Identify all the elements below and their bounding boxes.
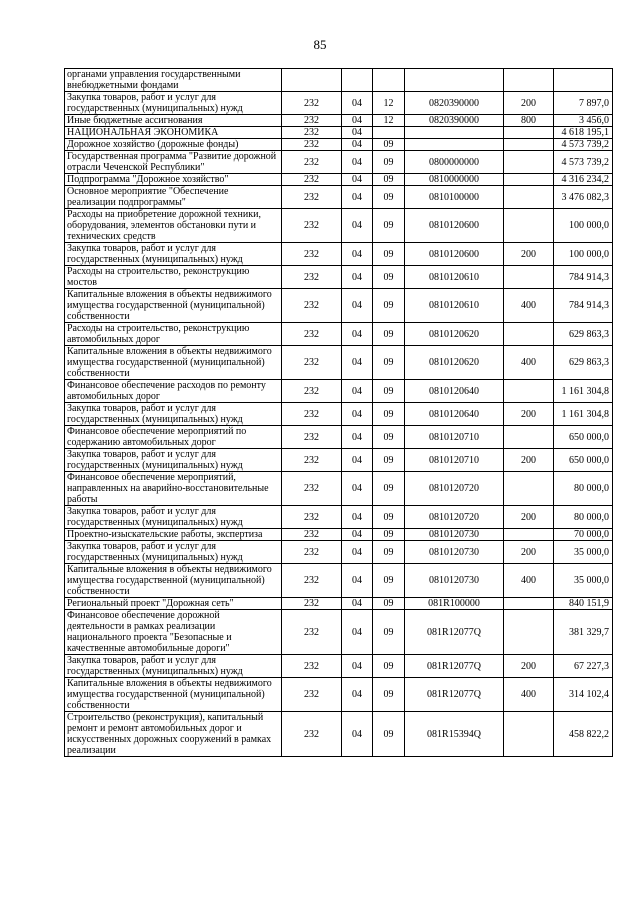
table-row bbox=[65, 127, 613, 139]
table-row bbox=[65, 139, 613, 151]
table-row bbox=[65, 209, 613, 243]
cell-code: 232 bbox=[282, 186, 342, 209]
budget-table bbox=[64, 68, 613, 757]
cell-section: 04 bbox=[342, 266, 373, 289]
cell-name: Капитальные вложения в объекты недвижимого имущества государственной (муниципальной) собственности bbox=[65, 564, 282, 598]
cell-expense-type: 400 bbox=[504, 346, 554, 380]
cell-subsection: 09 bbox=[373, 655, 405, 678]
cell-code: 232 bbox=[282, 127, 342, 139]
cell-subsection: 09 bbox=[373, 403, 405, 426]
cell-amount: 4 573 739,2 bbox=[554, 139, 613, 151]
cell-section: 04 bbox=[342, 655, 373, 678]
cell-expense-type bbox=[504, 127, 554, 139]
cell-section: 04 bbox=[342, 449, 373, 472]
cell-section: 04 bbox=[342, 472, 373, 506]
cell-article: 0810120730 bbox=[405, 541, 504, 564]
cell-section bbox=[342, 69, 373, 92]
cell-code: 232 bbox=[282, 139, 342, 151]
cell-expense-type bbox=[504, 151, 554, 174]
cell-amount: 784 914,3 bbox=[554, 289, 613, 323]
cell-name: Финансовое обеспечение мероприятий по содержанию автомобильных дорог bbox=[65, 426, 282, 449]
table-row bbox=[65, 655, 613, 678]
cell-amount: 1 161 304,8 bbox=[554, 380, 613, 403]
cell-article: 0810120730 bbox=[405, 564, 504, 598]
cell-expense-type bbox=[504, 472, 554, 506]
cell-article: 0810120600 bbox=[405, 243, 504, 266]
cell-article: 0810120640 bbox=[405, 403, 504, 426]
cell-name: Иные бюджетные ассигнования bbox=[65, 115, 282, 127]
cell-article: 0810120620 bbox=[405, 323, 504, 346]
cell-code: 232 bbox=[282, 92, 342, 115]
cell-code: 232 bbox=[282, 449, 342, 472]
cell-article: 0810120620 bbox=[405, 346, 504, 380]
table-row bbox=[65, 541, 613, 564]
cell-expense-type bbox=[504, 139, 554, 151]
cell-name: Расходы на строительство, реконструкцию мостов bbox=[65, 266, 282, 289]
cell-subsection: 09 bbox=[373, 151, 405, 174]
cell-name: Закупка товаров, работ и услуг для государственных (муниципальных) нужд bbox=[65, 243, 282, 266]
cell-expense-type bbox=[504, 380, 554, 403]
cell-code: 232 bbox=[282, 712, 342, 757]
cell-article: 081R12077Q bbox=[405, 655, 504, 678]
cell-section: 04 bbox=[342, 380, 373, 403]
table-row bbox=[65, 380, 613, 403]
cell-amount: 381 329,7 bbox=[554, 610, 613, 655]
cell-article: 0820390000 bbox=[405, 92, 504, 115]
cell-name: Капитальные вложения в объекты недвижимого имущества государственной (муниципальной) собственности bbox=[65, 346, 282, 380]
cell-code: 232 bbox=[282, 380, 342, 403]
cell-name: Закупка товаров, работ и услуг для государственных (муниципальных) нужд bbox=[65, 449, 282, 472]
cell-section: 04 bbox=[342, 678, 373, 712]
cell-code: 232 bbox=[282, 655, 342, 678]
cell-article: 081R15394Q bbox=[405, 712, 504, 757]
table-row bbox=[65, 426, 613, 449]
cell-article: 0810120610 bbox=[405, 289, 504, 323]
cell-name: Строительство (реконструкция), капитальный ремонт и ремонт автомобильных дорог и искусственных дорожных сооружений в рамках реализации bbox=[65, 712, 282, 757]
table-row bbox=[65, 610, 613, 655]
cell-code: 232 bbox=[282, 151, 342, 174]
cell-amount: 80 000,0 bbox=[554, 506, 613, 529]
cell-subsection: 09 bbox=[373, 380, 405, 403]
cell-code: 232 bbox=[282, 598, 342, 610]
cell-name: Государственная программа "Развитие дорожной отрасли Чеченской Республики" bbox=[65, 151, 282, 174]
cell-section: 04 bbox=[342, 186, 373, 209]
cell-name: Финансовое обеспечение дорожной деятельности в рамках реализации национального проекта "Безопасные и качественные автомобильные дороги" bbox=[65, 610, 282, 655]
cell-expense-type bbox=[504, 426, 554, 449]
table-row bbox=[65, 712, 613, 757]
table-row bbox=[65, 266, 613, 289]
cell-article: 0810120720 bbox=[405, 472, 504, 506]
cell-article: 0810120610 bbox=[405, 266, 504, 289]
cell-article: 0810120640 bbox=[405, 380, 504, 403]
table-row bbox=[65, 449, 613, 472]
cell-article: 0810120600 bbox=[405, 209, 504, 243]
cell-code: 232 bbox=[282, 209, 342, 243]
cell-section: 04 bbox=[342, 323, 373, 346]
cell-amount: 1 161 304,8 bbox=[554, 403, 613, 426]
cell-amount: 840 151,9 bbox=[554, 598, 613, 610]
cell-expense-type: 200 bbox=[504, 655, 554, 678]
cell-amount: 458 822,2 bbox=[554, 712, 613, 757]
cell-subsection: 09 bbox=[373, 712, 405, 757]
table-row bbox=[65, 506, 613, 529]
cell-article: 0820390000 bbox=[405, 115, 504, 127]
cell-expense-type: 200 bbox=[504, 541, 554, 564]
cell-subsection: 09 bbox=[373, 323, 405, 346]
cell-name: Подпрограмма "Дорожное хозяйство" bbox=[65, 174, 282, 186]
cell-section: 04 bbox=[342, 712, 373, 757]
cell-article: 0810120710 bbox=[405, 426, 504, 449]
cell-expense-type: 400 bbox=[504, 678, 554, 712]
table-row bbox=[65, 564, 613, 598]
cell-amount: 67 227,3 bbox=[554, 655, 613, 678]
cell-code: 232 bbox=[282, 426, 342, 449]
cell-name: Расходы на приобретение дорожной техники, оборудования, элементов обстановки пути и технических средств bbox=[65, 209, 282, 243]
cell-amount: 4 316 234,2 bbox=[554, 174, 613, 186]
cell-section: 04 bbox=[342, 346, 373, 380]
cell-amount: 3 456,0 bbox=[554, 115, 613, 127]
table-row bbox=[65, 529, 613, 541]
cell-section: 04 bbox=[342, 289, 373, 323]
cell-code: 232 bbox=[282, 243, 342, 266]
cell-article: 0810100000 bbox=[405, 186, 504, 209]
cell-expense-type bbox=[504, 323, 554, 346]
cell-name: Закупка товаров, работ и услуг для государственных (муниципальных) нужд bbox=[65, 506, 282, 529]
cell-subsection: 12 bbox=[373, 92, 405, 115]
cell-code: 232 bbox=[282, 174, 342, 186]
cell-article: 0810000000 bbox=[405, 174, 504, 186]
cell-section: 04 bbox=[342, 529, 373, 541]
cell-amount: 629 863,3 bbox=[554, 346, 613, 380]
cell-expense-type: 200 bbox=[504, 92, 554, 115]
table-row bbox=[65, 472, 613, 506]
cell-amount: 4 573 739,2 bbox=[554, 151, 613, 174]
cell-article: 081R12077Q bbox=[405, 610, 504, 655]
cell-subsection bbox=[373, 69, 405, 92]
cell-code: 232 bbox=[282, 115, 342, 127]
cell-subsection: 09 bbox=[373, 449, 405, 472]
cell-expense-type: 400 bbox=[504, 289, 554, 323]
cell-name: Региональный проект "Дорожная сеть" bbox=[65, 598, 282, 610]
cell-name: Закупка товаров, работ и услуг для государственных (муниципальных) нужд bbox=[65, 92, 282, 115]
cell-section: 04 bbox=[342, 92, 373, 115]
cell-subsection: 09 bbox=[373, 186, 405, 209]
cell-code: 232 bbox=[282, 323, 342, 346]
cell-amount: 70 000,0 bbox=[554, 529, 613, 541]
cell-expense-type bbox=[504, 610, 554, 655]
cell-article bbox=[405, 139, 504, 151]
cell-code: 232 bbox=[282, 506, 342, 529]
cell-name: Проектно-изыскательские работы, экспертиза bbox=[65, 529, 282, 541]
table-row bbox=[65, 598, 613, 610]
cell-name: Закупка товаров, работ и услуг для государственных (муниципальных) нужд bbox=[65, 655, 282, 678]
cell-subsection: 09 bbox=[373, 678, 405, 712]
cell-expense-type bbox=[504, 174, 554, 186]
cell-expense-type: 800 bbox=[504, 115, 554, 127]
cell-section: 04 bbox=[342, 564, 373, 598]
cell-code: 232 bbox=[282, 610, 342, 655]
page-number: 85 bbox=[313, 37, 327, 52]
cell-subsection: 09 bbox=[373, 529, 405, 541]
cell-article bbox=[405, 69, 504, 92]
cell-amount: 4 618 195,1 bbox=[554, 127, 613, 139]
cell-name: НАЦИОНАЛЬНАЯ ЭКОНОМИКА bbox=[65, 127, 282, 139]
cell-subsection: 09 bbox=[373, 346, 405, 380]
cell-subsection: 09 bbox=[373, 289, 405, 323]
cell-code: 232 bbox=[282, 564, 342, 598]
cell-code bbox=[282, 69, 342, 92]
cell-section: 04 bbox=[342, 139, 373, 151]
cell-amount bbox=[554, 69, 613, 92]
cell-article: 081R12077Q bbox=[405, 678, 504, 712]
cell-article: 0800000000 bbox=[405, 151, 504, 174]
cell-amount: 629 863,3 bbox=[554, 323, 613, 346]
cell-name: Расходы на строительство, реконструкцию автомобильных дорог bbox=[65, 323, 282, 346]
cell-article bbox=[405, 127, 504, 139]
cell-code: 232 bbox=[282, 266, 342, 289]
cell-name: Финансовое обеспечение мероприятий, направленных на аварийно-восстановительные работы bbox=[65, 472, 282, 506]
cell-name: Закупка товаров, работ и услуг для государственных (муниципальных) нужд bbox=[65, 541, 282, 564]
cell-section: 04 bbox=[342, 115, 373, 127]
table-row bbox=[65, 186, 613, 209]
cell-amount: 100 000,0 bbox=[554, 243, 613, 266]
cell-section: 04 bbox=[342, 151, 373, 174]
cell-expense-type: 400 bbox=[504, 564, 554, 598]
table-row bbox=[65, 346, 613, 380]
cell-amount: 7 897,0 bbox=[554, 92, 613, 115]
cell-subsection: 09 bbox=[373, 209, 405, 243]
cell-expense-type bbox=[504, 186, 554, 209]
budget-table-body bbox=[65, 69, 613, 757]
cell-subsection: 09 bbox=[373, 139, 405, 151]
cell-subsection: 12 bbox=[373, 115, 405, 127]
cell-name: Капитальные вложения в объекты недвижимого имущества государственной (муниципальной) собственности bbox=[65, 678, 282, 712]
cell-section: 04 bbox=[342, 541, 373, 564]
cell-name: Капитальные вложения в объекты недвижимого имущества государственной (муниципальной) собственности bbox=[65, 289, 282, 323]
cell-name: Дорожное хозяйство (дорожные фонды) bbox=[65, 139, 282, 151]
cell-expense-type: 200 bbox=[504, 403, 554, 426]
table-row bbox=[65, 115, 613, 127]
cell-article: 0810120720 bbox=[405, 506, 504, 529]
cell-expense-type bbox=[504, 209, 554, 243]
table-row bbox=[65, 151, 613, 174]
cell-article: 081R100000 bbox=[405, 598, 504, 610]
cell-name: органами управления государственными внебюджетными фондами bbox=[65, 69, 282, 92]
cell-article: 0810120710 bbox=[405, 449, 504, 472]
cell-subsection: 09 bbox=[373, 541, 405, 564]
cell-code: 232 bbox=[282, 541, 342, 564]
cell-subsection: 09 bbox=[373, 564, 405, 598]
cell-expense-type: 200 bbox=[504, 506, 554, 529]
table-row bbox=[65, 69, 613, 92]
cell-code: 232 bbox=[282, 289, 342, 323]
cell-expense-type bbox=[504, 266, 554, 289]
cell-name: Закупка товаров, работ и услуг для государственных (муниципальных) нужд bbox=[65, 403, 282, 426]
cell-section: 04 bbox=[342, 403, 373, 426]
cell-article: 0810120730 bbox=[405, 529, 504, 541]
table-row bbox=[65, 678, 613, 712]
cell-subsection: 09 bbox=[373, 243, 405, 266]
table-row bbox=[65, 323, 613, 346]
cell-amount: 650 000,0 bbox=[554, 426, 613, 449]
table-row bbox=[65, 174, 613, 186]
cell-subsection: 09 bbox=[373, 610, 405, 655]
cell-amount: 80 000,0 bbox=[554, 472, 613, 506]
cell-code: 232 bbox=[282, 472, 342, 506]
cell-amount: 314 102,4 bbox=[554, 678, 613, 712]
cell-section: 04 bbox=[342, 174, 373, 186]
cell-section: 04 bbox=[342, 426, 373, 449]
cell-code: 232 bbox=[282, 403, 342, 426]
cell-subsection: 09 bbox=[373, 506, 405, 529]
table-row bbox=[65, 243, 613, 266]
cell-expense-type bbox=[504, 69, 554, 92]
cell-name: Основное мероприятие "Обеспечение реализации подпрограммы" bbox=[65, 186, 282, 209]
cell-amount: 100 000,0 bbox=[554, 209, 613, 243]
cell-expense-type bbox=[504, 529, 554, 541]
cell-section: 04 bbox=[342, 243, 373, 266]
cell-code: 232 bbox=[282, 678, 342, 712]
cell-subsection: 09 bbox=[373, 598, 405, 610]
cell-expense-type bbox=[504, 712, 554, 757]
cell-subsection bbox=[373, 127, 405, 139]
table-row bbox=[65, 403, 613, 426]
cell-expense-type: 200 bbox=[504, 243, 554, 266]
cell-section: 04 bbox=[342, 127, 373, 139]
table-row bbox=[65, 92, 613, 115]
cell-amount: 35 000,0 bbox=[554, 564, 613, 598]
cell-expense-type bbox=[504, 598, 554, 610]
table-row bbox=[65, 289, 613, 323]
cell-subsection: 09 bbox=[373, 174, 405, 186]
cell-section: 04 bbox=[342, 506, 373, 529]
cell-section: 04 bbox=[342, 598, 373, 610]
cell-expense-type: 200 bbox=[504, 449, 554, 472]
cell-amount: 35 000,0 bbox=[554, 541, 613, 564]
cell-name: Финансовое обеспечение расходов по ремонту автомобильных дорог bbox=[65, 380, 282, 403]
cell-subsection: 09 bbox=[373, 426, 405, 449]
cell-code: 232 bbox=[282, 346, 342, 380]
cell-amount: 650 000,0 bbox=[554, 449, 613, 472]
cell-section: 04 bbox=[342, 209, 373, 243]
cell-amount: 3 476 082,3 bbox=[554, 186, 613, 209]
cell-section: 04 bbox=[342, 610, 373, 655]
cell-subsection: 09 bbox=[373, 266, 405, 289]
cell-subsection: 09 bbox=[373, 472, 405, 506]
cell-amount: 784 914,3 bbox=[554, 266, 613, 289]
cell-code: 232 bbox=[282, 529, 342, 541]
